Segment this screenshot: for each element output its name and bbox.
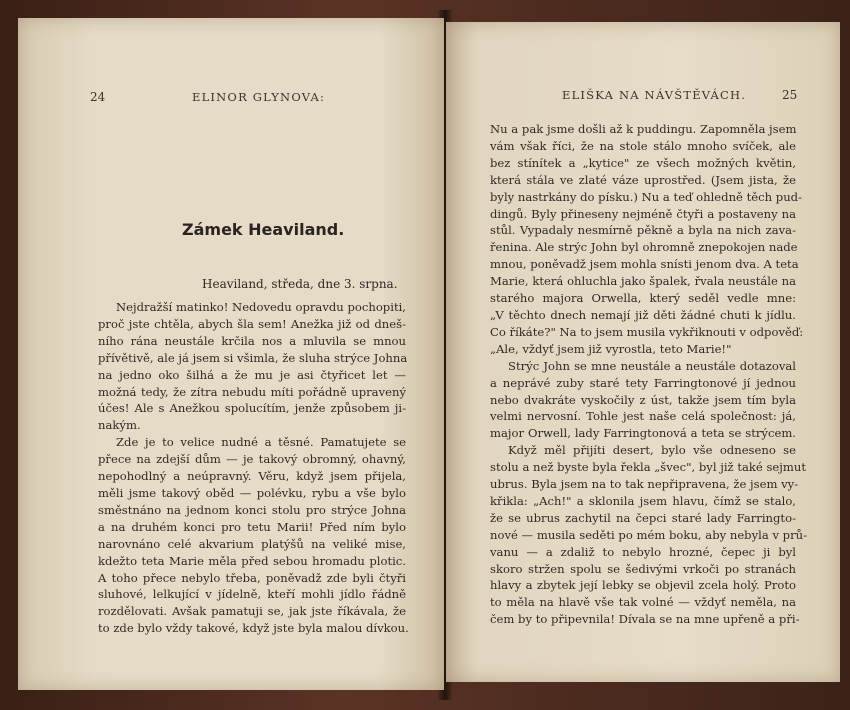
text-line: sluhové, lelkující v jídelně, kteří mohli jídlo řádně: [98, 587, 406, 602]
text-line: nebo dvakráte vyskočily z úst, takže jsem tím byla: [490, 392, 796, 407]
text-line: nové — musila seděti po mém boku, aby nebyla v prů-: [490, 527, 808, 542]
text-line: kdežto teta Marie měla před sebou hromadu plotic.: [98, 553, 406, 568]
text-line: bez stínítek a „kytice" ze všech možných květin,: [490, 155, 796, 170]
dateline: Heaviland, středa, dne 3. srpna.: [202, 277, 398, 291]
text-line: skoro stržen spolu se šedivými vrkoči po stranách: [490, 561, 796, 576]
text-line: „V těchto dnech nemají již děti žádné chuti k jídlu.: [490, 307, 796, 322]
right-page-number: 25: [782, 88, 798, 102]
text-line: hlavy a zbytek její lebky se objevil zcela holý. Proto: [490, 578, 796, 593]
text-line: rozdělovati. Avšak pamatuji se, jak jste říkávala, že: [98, 604, 406, 619]
left-page: [18, 18, 444, 690]
text-line: dingů. Byly přineseny nejméně čtyři a postaveny na: [490, 206, 796, 221]
text-line: přívětivě, ale já jsem si všimla, že sluha strýce Johna: [98, 350, 408, 365]
text-line: A toho přece nebylo třeba, poněvadž zde byli čtyři: [98, 570, 406, 585]
right-running-head: ELIŠKA NA NÁVŠTĚVÁCH.: [562, 88, 747, 102]
text-line: směstnáno na jednom konci stolu pro strýce Johna: [98, 502, 406, 517]
left-running-head: ELINOR GLYNOVA:: [192, 90, 326, 104]
chapter-title: Zámek Heaviland.: [182, 220, 345, 239]
right-body-text: [490, 121, 808, 628]
text-line: Zde je to velice nudné a těsné. Pamatujete se: [116, 435, 406, 450]
text-line: starého majora Orwella, který seděl vedle mne:: [490, 291, 796, 306]
text-line: že se ubrus zachytil na čepci staré lady Farringto-: [490, 510, 796, 525]
text-line: to zde bylo vždy takové, když jste byla malou dívkou.: [98, 621, 409, 636]
text-line: byly nastrkány do písku.) Nu a teď ohledně těch pud-: [490, 189, 803, 204]
text-line: a neprávé zuby staré tety Farringtonové jí jednou: [490, 375, 796, 390]
text-line: proč jste chtěla, abych šla sem! Anežka již od dneš-: [98, 316, 406, 331]
text-line: stůl. Vypadaly nesmírně pěkně a byla na nich zava-: [490, 223, 796, 238]
text-line: to měla na hlavě vše tak volné — vždyť neměla, na: [490, 595, 796, 610]
text-line: ubrus. Byla jsem na to tak nepřipravena, že jsem vy-: [490, 477, 799, 492]
text-line: major Orwell, lady Farringtonová a teta se strýcem.: [490, 426, 796, 441]
text-line: stolu a než byste byla řekla „švec", byl již také sejmut: [490, 460, 806, 475]
right-page: [446, 22, 840, 682]
text-line: přece na zdejší dům — je takový obromný, ohavný,: [98, 452, 406, 467]
text-line: velmi nervosní. Tohle jest naše celá společnost: já,: [490, 409, 796, 424]
text-line: vám však říci, že na stole stálo mnoho svíček, ale: [490, 138, 796, 153]
text-line: vanu — a zdaliž to nebylo hrozné, čepec ji byl: [490, 544, 796, 559]
text-line: měli jsme takový oběd — polévku, rybu a vše bylo: [98, 485, 406, 500]
text-line: Co říkáte?" Na to jsem musila vykřiknouti v odpověď:: [490, 324, 804, 339]
left-page-number: 24: [90, 90, 106, 104]
text-line: mnou, poněvadž jsem mohla snísti jenom dva. A teta: [490, 257, 799, 272]
text-line: Marie, která ohluchla jako špalek, řvala neustále na: [490, 274, 796, 289]
text-line: čem by to připevnila! Dívala se na mne upřeně a při-: [490, 612, 800, 627]
text-line: Když měl přijíti desert, bylo vše odneseno se: [508, 443, 796, 458]
text-line: na jedno oko šilhá a že mu je asi čtyřicet let —: [98, 367, 406, 382]
text-line: ního rána neustále krčila nos a mluvila se mnou: [98, 333, 406, 348]
text-line: křikla: „Ach!" a sklonila jsem hlavu, čímž se stalo,: [490, 493, 796, 508]
text-line: řenina. Ale strýc John byl ohromně znepokojen nade: [490, 240, 798, 255]
text-line: Nejdražší matinko! Nedovedu opravdu pochopiti,: [116, 300, 406, 314]
text-line: Nu a pak jsme došli až k puddingu. Zapomněla jsem: [490, 122, 797, 136]
left-body-text: [98, 299, 409, 637]
text-line: která stála ve zlaté váze uprostřed. (Jsem jista, že: [490, 172, 796, 187]
text-line: „Ale, vždyť jsem již vyrostla, teto Marie!": [490, 341, 732, 356]
text-line: Strýc John se mne neustále a neustále dotazoval: [508, 358, 796, 373]
text-line: možná tedy, že zítra nebudu míti pořádně upravený: [98, 384, 406, 399]
text-line: a na druhém konci pro tetu Marii! Před ním bylo: [98, 519, 406, 534]
text-line: nakým.: [98, 418, 141, 433]
text-line: nepohodlný a neúpravný. Věru, když jsem přijela,: [98, 469, 406, 484]
text-line: účes! Ale s Anežkou spolucítím, jenže způsobem ji-: [98, 401, 406, 416]
text-line: narovnáno celé akvarium platýšů na veliké mise,: [98, 536, 406, 551]
